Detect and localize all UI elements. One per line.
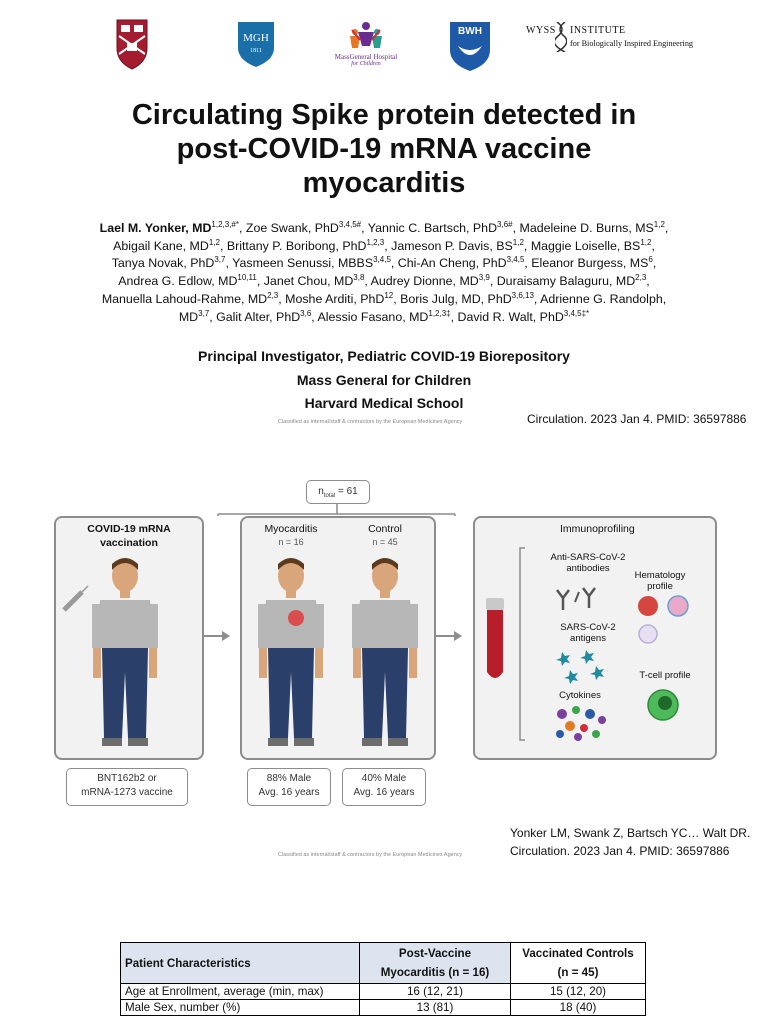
author-affiliation: 1,2 <box>653 220 665 229</box>
control-title: Control <box>368 523 402 535</box>
antigens-label: SARS-CoV-2 antigens <box>560 622 616 644</box>
header-characteristics: Patient Characteristics <box>121 943 360 984</box>
author-name: Audrey Dionne, MD <box>370 274 479 289</box>
author-name: Eleanor Burgess, MS <box>531 256 649 271</box>
author-separator: , <box>651 238 655 253</box>
pi-institution: Mass General for Children <box>296 372 472 388</box>
author-separator: , <box>393 292 401 306</box>
author-affiliation: 2,3 <box>635 273 647 283</box>
author-affiliation: 1,2,3‡ <box>428 308 451 318</box>
author-affiliation: 1,2 <box>640 237 652 247</box>
author-name: Abigail Kane, MD <box>113 238 209 253</box>
row-myocarditis-value: 16 (12, 21) <box>360 984 511 1000</box>
author-separator: , <box>450 309 458 324</box>
author-separator: , <box>384 238 392 253</box>
myocarditis-figure-icon <box>256 556 326 751</box>
author-separator: , <box>524 256 532 271</box>
control-n: n = 45 <box>372 537 398 547</box>
author-affiliation: 3,4,5 <box>506 255 525 265</box>
author-name: Chi-An Cheng, PhD <box>397 256 507 271</box>
citation-top: Circulation. 2023 Jan 4. PMID: 36597886 <box>527 412 747 426</box>
antibodies-label: Anti-SARS-CoV-2 antibodies <box>550 552 626 574</box>
author-separator: , <box>225 256 233 271</box>
author-separator: , <box>664 221 669 236</box>
blood-cells-icon <box>632 594 696 644</box>
author-affiliation: 1,2,3,#* <box>211 220 239 229</box>
author-affiliation: 1,2,3 <box>366 237 385 247</box>
pi-school: Harvard Medical School <box>304 395 464 411</box>
author-separator: , <box>652 256 657 271</box>
control-figure-icon <box>350 556 420 751</box>
classification-note-2: Classified as internal/staff & contractors by the European Medicines Agency <box>278 852 463 858</box>
author-separator: , <box>311 309 318 324</box>
author-affiliation: 3,6,13 <box>511 290 534 300</box>
myocarditis-n: n = 16 <box>278 537 304 547</box>
author-name: Tanya Novak, PhD <box>111 256 215 271</box>
pi-title: Principal Investigator, Pediatric COVID-19 Biorepository <box>198 348 570 364</box>
author-name: Andrea G. Edlow, MD <box>118 274 238 289</box>
vaccine-type-box: BNT162b2 or mRNA-1273 vaccine <box>66 768 188 806</box>
author-separator: , <box>489 274 497 289</box>
blood-tube-icon <box>480 596 510 686</box>
author-affiliation: 3,4,5 <box>373 255 391 265</box>
paper-title <box>40 98 728 200</box>
author-name: Brittany P. Boribong, PhD <box>226 238 367 253</box>
mgh-logo-text: MGH <box>243 32 269 44</box>
tcell-icon <box>646 688 680 722</box>
author-name: Duraisamy Balaguru, MD <box>496 274 636 289</box>
author-name: Jameson P. Davis, BS <box>391 238 513 253</box>
author-separator: , <box>523 238 531 253</box>
myocarditis-demographics-box: 88% Male Avg. 16 years <box>247 768 331 806</box>
row-myocarditis-value: 13 (81) <box>360 1000 511 1016</box>
syringe-icon <box>60 584 90 614</box>
author-affiliation: 1,2 <box>208 237 220 247</box>
author-affiliation: 3,4,5‡* <box>563 308 590 318</box>
table-header-row <box>121 943 646 984</box>
author-affiliation: 10,11 <box>237 273 257 283</box>
n-total-box: $n_{total} = 61$ <box>306 480 370 504</box>
antibody-icon <box>555 582 605 612</box>
author-name: Maggie Loiselle, BS <box>530 238 641 253</box>
tcell-label: T-cell profile <box>639 670 691 681</box>
mghfc-sub: for Children <box>351 61 381 67</box>
author-separator: , <box>209 309 217 324</box>
vaccination-title: COVID-19 mRNA vaccination <box>87 523 171 549</box>
mghfc-name: MassGeneral Hospital <box>334 53 398 61</box>
author-name: Lael M. Yonker, MD <box>99 221 212 236</box>
dna-helix-icon <box>555 22 567 52</box>
bwh-logo <box>448 20 492 72</box>
author-name: Manuella Lahoud-Rahme, MD <box>101 292 268 306</box>
title-line-2: post-COVID-19 mRNA vaccine <box>176 133 592 165</box>
author-name: Janet Chou, MD <box>263 274 354 289</box>
author-affiliation: 3,9 <box>478 273 490 283</box>
title-line-3: myocarditis <box>302 167 466 199</box>
mgh-logo-year: 1811 <box>250 48 262 54</box>
author-affiliation: 12 <box>384 290 394 300</box>
author-name: Yannic C. Bartsch, PhD <box>367 221 498 236</box>
author-name: Boris Julg, MD, PhD <box>400 292 512 306</box>
author-affiliation: 2,3 <box>267 290 279 300</box>
citation-journal: Circulation. 2023 Jan 4. PMID: 36597886 <box>510 844 730 858</box>
author-separator: , <box>512 221 520 236</box>
patient-characteristics-table <box>120 942 646 1016</box>
wyss-institute: INSTITUTE <box>570 25 626 36</box>
author-affiliation: 3,4,5# <box>338 220 362 229</box>
bracket-line <box>518 546 526 742</box>
author-affiliation: 1,2 <box>512 237 524 247</box>
author-affiliation: 3,7 <box>198 308 210 318</box>
author-separator: , <box>390 256 398 271</box>
row-label: Male Sex, number (%) <box>121 1000 360 1016</box>
citation-authors: Yonker LM, Swank Z, Bartsch YC… Walt DR. <box>510 826 751 840</box>
author-affiliation: 6 <box>648 255 653 265</box>
bwh-logo-text: BWH <box>458 26 482 37</box>
author-separator: , <box>364 274 371 289</box>
mgh-logo <box>236 20 276 68</box>
row-control-value: 15 (12, 20) <box>511 984 646 1000</box>
hematology-label: Hematology profile <box>634 570 686 592</box>
control-demographics-box: 40% Male Avg. 16 years <box>342 768 426 806</box>
header-controls: Vaccinated Controls (n = 45) <box>511 943 646 984</box>
author-name: Yasmeen Senussi, MBBS <box>232 256 374 271</box>
author-separator: , <box>278 292 286 306</box>
wyss-word: WYSS <box>526 25 556 36</box>
author-name: Adrienne G. Randolph, MD <box>178 292 667 324</box>
author-list <box>96 218 672 324</box>
author-affiliation: 3,6# <box>497 220 513 229</box>
author-separator: , <box>238 221 246 236</box>
immunoprofiling-title: Immunoprofiling <box>560 523 635 535</box>
author-affiliation: 3,8 <box>353 273 365 283</box>
classification-note: Classified as internal/staff & contractors by the European Medicines Agency <box>278 419 463 425</box>
children-figures-icon <box>326 20 406 54</box>
author-separator: , <box>646 274 650 289</box>
wyss-logo <box>526 22 694 56</box>
table-row <box>121 1000 646 1016</box>
author-separator: , <box>256 274 264 289</box>
author-affiliation: 3,6 <box>300 308 312 318</box>
study-figure <box>0 476 768 816</box>
author-separator: , <box>533 292 541 306</box>
mghfc-logo <box>326 20 406 70</box>
author-name: Galit Alter, PhD <box>216 309 301 324</box>
author-name: Madeleine D. Burns, MS <box>519 221 654 236</box>
antigen-icon <box>552 648 612 688</box>
wyss-sub: for Biologically Inspired Engineering <box>570 39 694 48</box>
author-separator: , <box>361 221 368 236</box>
author-affiliation: 3,7 <box>214 255 226 265</box>
author-name: Zoe Swank, PhD <box>245 221 339 236</box>
myocarditis-title: Myocarditis <box>264 523 318 535</box>
child-figure-icon <box>90 556 160 751</box>
author-separator: , <box>219 238 227 253</box>
cytokines-icon <box>552 704 612 742</box>
title-line-1: Circulating Spike protein detected in <box>131 99 637 131</box>
cytokines-label: Cytokines <box>559 690 601 701</box>
author-name: David R. Walt, PhD <box>457 309 564 324</box>
row-control-value: 18 (40) <box>511 1000 646 1016</box>
author-name: Alessio Fasano, MD <box>317 309 429 324</box>
row-label: Age at Enrollment, average (min, max) <box>121 984 360 1000</box>
harvard-shield-logo <box>116 18 148 70</box>
table-row <box>121 984 646 1000</box>
header-myocarditis: Post-Vaccine Myocarditis (n = 16) <box>360 943 511 984</box>
author-name: Moshe Arditi, PhD <box>285 292 385 306</box>
